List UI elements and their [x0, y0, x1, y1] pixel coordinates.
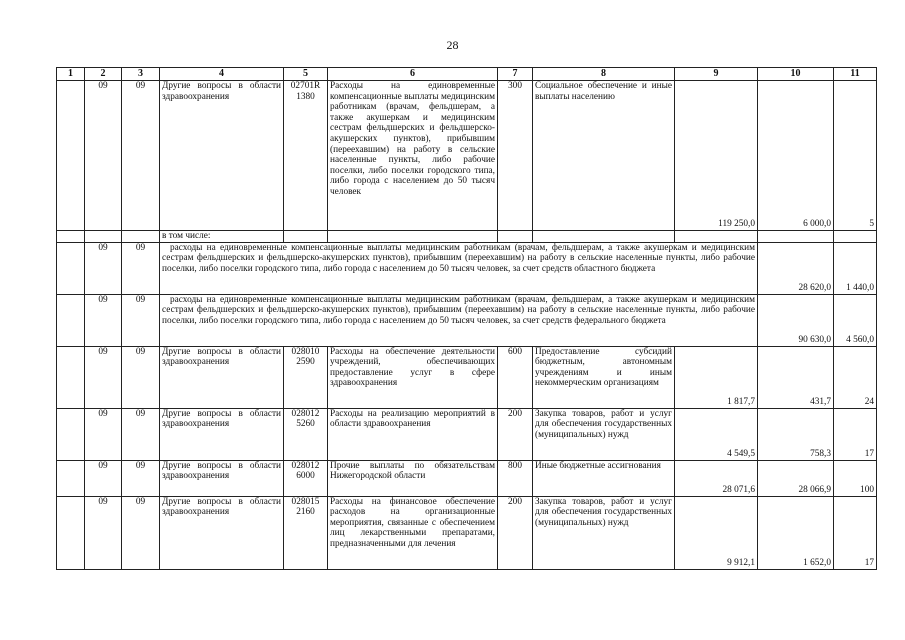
cell-actual: 1 652,0 — [758, 496, 834, 569]
header-cell: 9 — [675, 68, 758, 81]
cell-empty — [122, 231, 160, 243]
cell-target-code: 028012 5260 — [284, 408, 328, 460]
cell-target-code: 028015 2160 — [284, 496, 328, 569]
cell-percent: 100 — [834, 460, 877, 496]
cell-section: 09 — [85, 496, 122, 569]
cell-subsection: 09 — [122, 242, 160, 294]
cell-type-code: 800 — [498, 460, 533, 496]
table-row — [57, 231, 877, 243]
cell-type-name: Закупка товаров, работ и услуг для обеспечения государственных (муниципальных) нужд — [533, 496, 675, 569]
cell-section-name: Другие вопросы в области здравоохранения — [160, 81, 284, 231]
cell-plan: 1 817,7 — [675, 346, 758, 408]
cell-subsection: 09 — [122, 496, 160, 569]
cell-section-name: Другие вопросы в области здравоохранения — [160, 496, 284, 569]
cell-plan: 4 549,5 — [675, 408, 758, 460]
table-row — [57, 408, 877, 460]
cell-empty — [834, 231, 877, 243]
cell-subsection: 09 — [122, 346, 160, 408]
cell-plan: 28 620,0 — [758, 242, 834, 294]
cell-empty — [85, 231, 122, 243]
cell-empty — [284, 231, 328, 243]
cell-expense-name: Расходы на единовременные компенсационные выплаты медицинским работникам (врачам, фельдшерам, а также акушеркам и медицинским сестрам фельдшерских и фельдшерско-акушерских пунктов), прибывшим (переехавшим) на работу в сельские населенные пункты, либо рабочие поселки, либо поселки городского типа, либо города с населением до 50 тысяч человек — [328, 81, 498, 231]
cell-plan: 28 071,6 — [675, 460, 758, 496]
cell-plan: 90 630,0 — [758, 294, 834, 346]
cell-actual: 758,3 — [758, 408, 834, 460]
cell-empty — [675, 231, 758, 243]
cell-section: 09 — [85, 81, 122, 231]
table-row — [57, 346, 877, 408]
header-cell: 4 — [160, 68, 284, 81]
cell-plan: 119 250,0 — [675, 81, 758, 231]
cell-subsection: 09 — [122, 81, 160, 231]
cell-type-code: 200 — [498, 408, 533, 460]
cell-empty — [57, 346, 85, 408]
cell-merged-text — [160, 242, 758, 294]
cell-expense-name: Расходы на реализацию мероприятий в области здравоохранения — [328, 408, 498, 460]
table-row — [57, 242, 877, 294]
cell-actual: 4 560,0 — [834, 294, 877, 346]
cell-expense-name: Расходы на финансовое обеспечение расходов на организационные мероприятия, связанные с обеспечением лиц лекарственными препаратами, предназначенными для лечения — [328, 496, 498, 569]
header-cell: 6 — [328, 68, 498, 81]
header-cell: 2 — [85, 68, 122, 81]
cell-section: 09 — [85, 242, 122, 294]
header-cell: 3 — [122, 68, 160, 81]
header-cell: 10 — [758, 68, 834, 81]
cell-expense-name: Прочие выплаты по обязательствам Нижегородской области — [328, 460, 498, 496]
cell-plan: 9 912,1 — [675, 496, 758, 569]
cell-type-code: 200 — [498, 496, 533, 569]
merged-text: расходы на единовременные компенсационные выплаты медицинским работникам (врачам, фельдшерам, а также акушеркам и медицинским сестрам фельдшерских и фельдшерско-акушерских пунктов), прибывшим (переехавшим) на работу в сельские населенные пункты, либо рабочие поселки, либо поселки городского типа, либо города с населением до 50 тысяч человек, за счет средств областного бюджета — [162, 242, 755, 274]
cell-section: 09 — [85, 294, 122, 346]
table-row — [57, 496, 877, 569]
cell-actual: 6 000,0 — [758, 81, 834, 231]
cell-type-code: 300 — [498, 81, 533, 231]
cell-empty — [57, 242, 85, 294]
cell-section: 09 — [85, 346, 122, 408]
cell-empty — [328, 231, 498, 243]
cell-type-name: Социальное обеспечение и иные выплаты населению — [533, 81, 675, 231]
header-cell: 5 — [284, 68, 328, 81]
cell-section: 09 — [85, 408, 122, 460]
cell-subsection: 09 — [122, 408, 160, 460]
cell-target-code: 028010 2590 — [284, 346, 328, 408]
cell-percent: 5 — [834, 81, 877, 231]
cell-empty — [533, 231, 675, 243]
cell-section: 09 — [85, 460, 122, 496]
cell-type-name: Иные бюджетные ассигнования — [533, 460, 675, 496]
cell-subsection: 09 — [122, 294, 160, 346]
merged-text-wrap — [162, 243, 755, 275]
cell-type-code: 600 — [498, 346, 533, 408]
cell-percent: 24 — [834, 346, 877, 408]
table-row — [57, 81, 877, 231]
cell-label: в том числе: — [160, 231, 284, 243]
cell-type-name: Предоставление субсидий бюджетным, автономным учреждениям и иным некоммерческим организациям — [533, 346, 675, 408]
cell-empty — [57, 294, 85, 346]
merged-text: расходы на единовременные компенсационные выплаты медицинским работникам (врачам, фельдшерам, а также акушеркам и медицинским сестрам фельдшерских и фельдшерско-акушерских пунктов), прибывшим (переехавшим) на работу в сельские населенные пункты, либо рабочие поселки, либо поселки городского типа, либо города с населением до 50 тысяч человек, за счет средств федерального бюджета — [162, 294, 755, 326]
cell-section-name: Другие вопросы в области здравоохранения — [160, 346, 284, 408]
page-number: 28 — [446, 38, 459, 52]
cell-actual: 28 066,9 — [758, 460, 834, 496]
cell-type-name: Закупка товаров, работ и услуг для обеспечения государственных (муниципальных) нужд — [533, 408, 675, 460]
cell-empty — [498, 231, 533, 243]
cell-percent: 17 — [834, 496, 877, 569]
header-cell: 11 — [834, 68, 877, 81]
cell-expense-name: Расходы на обеспечение деятельности учреждений, обеспечивающих предоставление услуг в сфере здравоохранения — [328, 346, 498, 408]
cell-percent: 17 — [834, 408, 877, 460]
cell-actual: 431,7 — [758, 346, 834, 408]
cell-empty — [57, 81, 85, 231]
cell-empty — [57, 231, 85, 243]
cell-target-code: 02701R 1380 — [284, 81, 328, 231]
header-cell: 1 — [57, 68, 85, 81]
cell-empty — [57, 408, 85, 460]
cell-subsection: 09 — [122, 460, 160, 496]
cell-empty — [57, 460, 85, 496]
cell-section-name: Другие вопросы в области здравоохранения — [160, 408, 284, 460]
header-cell: 8 — [533, 68, 675, 81]
cell-empty — [57, 496, 85, 569]
header-cell: 7 — [498, 68, 533, 81]
budget-table — [56, 67, 877, 570]
table-row — [57, 294, 877, 346]
cell-target-code: 028012 6000 — [284, 460, 328, 496]
cell-merged-text — [160, 294, 758, 346]
table-row — [57, 460, 877, 496]
cell-empty — [758, 231, 834, 243]
cell-section-name: Другие вопросы в области здравоохранения — [160, 460, 284, 496]
cell-actual: 1 440,0 — [834, 242, 877, 294]
column-number-header — [57, 68, 877, 81]
